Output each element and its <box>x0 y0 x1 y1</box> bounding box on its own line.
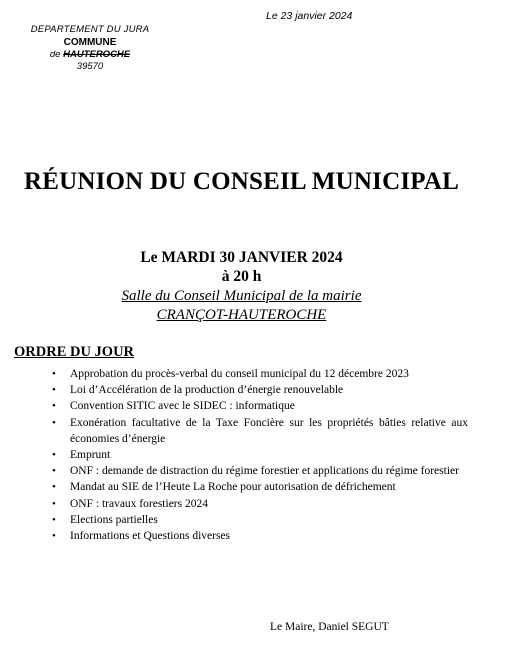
agenda-item: • Approbation du procès-verbal du conseil municipal du 12 décembre 2023 <box>48 366 468 382</box>
commune-label: COMMUNE <box>63 37 117 48</box>
agenda-item: • Convention SITIC avec le SIDEC : informatique <box>48 398 468 414</box>
department-name: DEPARTEMENT DU JURA <box>30 24 150 35</box>
agenda-heading: ORDRE DU JOUR <box>14 344 135 360</box>
agenda-list <box>48 366 468 544</box>
commune-name: HAUTEROCHE <box>63 49 131 60</box>
agenda-item: • Mandat au SIE de l’Heute La Roche pour autorisation de défrichement <box>48 479 468 495</box>
commune-prefix: de <box>49 49 61 60</box>
agenda-item: • Elections partielles <box>48 512 468 528</box>
meeting-location-line1: Salle du Conseil Municipal de la mairie <box>121 288 362 304</box>
agenda-item: • Loi d’Accélération de la production d’énergie renouvelable <box>48 382 468 398</box>
letterhead <box>20 24 160 72</box>
meeting-day: Le MARDI 30 JANVIER 2024 <box>140 249 343 266</box>
agenda-item: • Exonération facultative de la Taxe Foncière sur les propriétés bâties relative aux économies d’énergie <box>48 415 468 447</box>
document-date: Le 23 janvier 2024 <box>266 10 353 22</box>
meeting-datetime <box>0 248 495 286</box>
agenda-item: • Emprunt <box>48 447 468 463</box>
meeting-time: à 20 h <box>221 268 262 285</box>
meeting-location <box>0 287 495 325</box>
agenda-item: • ONF : demande de distraction du régime forestier et applications du régime forestier <box>48 463 468 479</box>
agenda-item: • Informations et Questions diverses <box>48 528 468 544</box>
agenda-item: • ONF : travaux forestiers 2024 <box>48 496 468 512</box>
mayor-signature: Le Maire, Daniel SEGUT <box>270 621 389 633</box>
meeting-location-line2: CRANÇOT-HAUTEROCHE <box>156 307 327 323</box>
postal-code: 39570 <box>76 61 104 72</box>
commune-line <box>20 49 160 60</box>
document-title: RÉUNION DU CONSEIL MUNICIPAL <box>23 168 460 195</box>
